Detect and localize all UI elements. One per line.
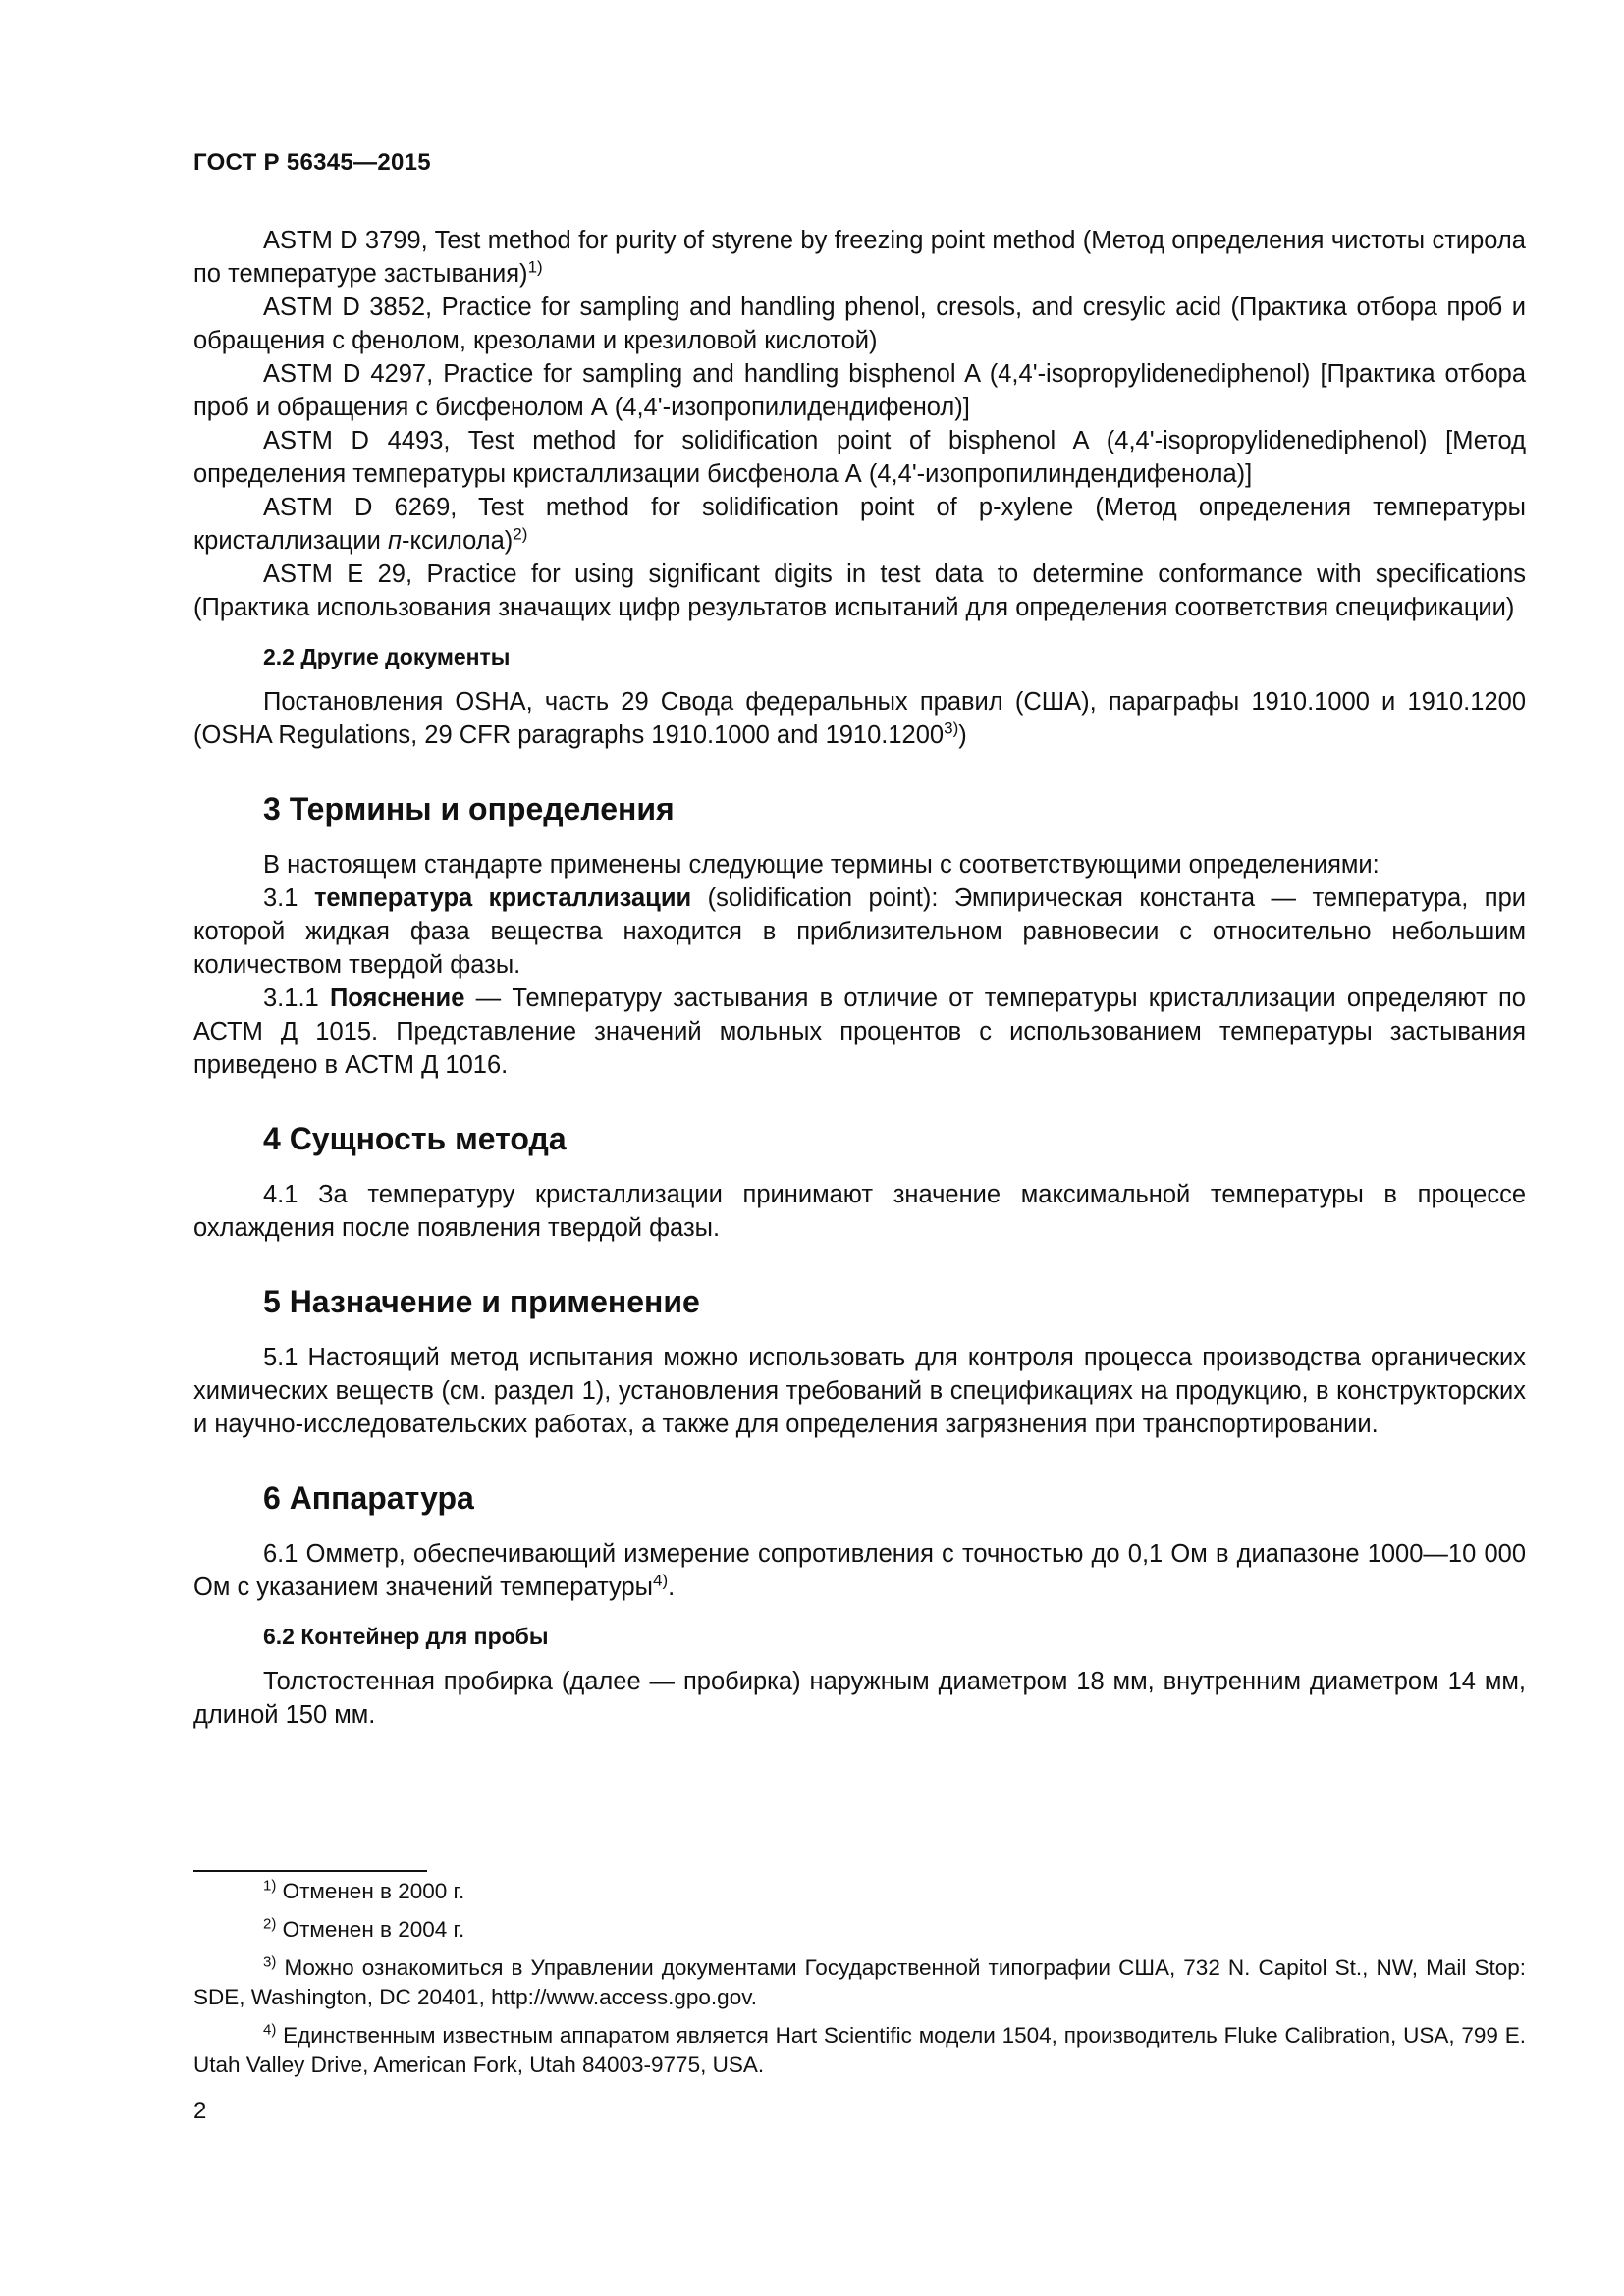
term: температура кристаллизации [313,884,692,912]
footnote-2 [193,1915,1526,1945]
section-4-heading: 4 Сущность метода [263,1121,567,1156]
ref-text: ASTM D 3799, Test method for purity of styrene by freezing point method (Метод определения чистоты стирола по температуре застывания) [193,227,1526,288]
footnote-text: Отменен в 2000 г. [276,1879,465,1903]
footnote-text: Можно ознакомиться в Управлении документами Государственной типографии США, 732 N. Capitol St., NW, Mail Stop: SDE, Washington, DC 20401, http://www.access.gpo.gov. [193,1955,1526,2009]
section-6-1-paragraph [193,1537,1526,1604]
paragraph-text-end: . [668,1574,676,1601]
footnote-3 [193,1953,1526,2012]
footnote-1 [193,1877,1526,1906]
paragraph-text: Постановления OSHA, часть 29 Свода федеральных правил (США), параграфы 1910.1000 и 1910.1200 (OSHA Regulations, 29 CFR paragraphs 1910.1000 and 1910.1200 [193,688,1526,749]
footnotes [193,1877,1526,2089]
section-3-heading: 3 Термины и определения [263,791,675,827]
ref-astm-e29: ASTM E 29, Practice for using significant digits in test data to determine conformance with specifications (Практика использования значащих цифр результатов испытаний для определения соответствия спецификации) [193,561,1526,621]
footnote-mark: 3) [263,1953,277,1971]
definition: (solidification point): Эмпирическая константа — температура, при которой жидкая фаза вещества находится в приблизительном равновесии с относительно небольшим количеством твердой фазы. [193,884,1526,979]
note-label: Пояснение [329,985,465,1012]
ref-italic-letter: п [387,527,403,555]
clause-number: 3.1 [263,884,314,912]
page-number: 2 [193,2098,207,2124]
section-2-2-paragraph [193,685,1526,752]
footnote-text: Отменен в 2004 г. [276,1917,465,1942]
section-4-1-paragraph: 4.1 За температуру кристаллизации принимают значение максимальной температуры в процессе охлаждения после появления твердой фазы. [193,1181,1526,1242]
section-5-1-paragraph: 5.1 Настоящий метод испытания можно использовать для контроля процесса производства органических химических веществ (см. раздел 1), установления требований в спецификациях на продукцию, в конструкторских и научно-исследовательских работах, а также для определения загрязнения при транспортировании. [193,1344,1526,1438]
ref-astm-d4297: ASTM D 4297, Practice for sampling and handling bisphenol A (4,4'-isopropylidenediphenol) [Практика отбора проб и обращения с бисфенолом А (4,4'-изопропилидендифенол)] [193,360,1526,421]
clause-number: 3.1.1 [263,985,330,1012]
footnote-4 [193,2021,1526,2080]
ref-astm-d6269 [193,491,1526,558]
section-5-heading: 5 Назначение и применение [263,1284,700,1319]
section-3-1-1-paragraph [193,982,1526,1082]
paragraph-text: 6.1 Омметр, обеспечивающий измерение сопротивления с точностью до 0,1 Ом в диапазоне 1000—10 000 Ом с указанием значений температуры [193,1540,1526,1601]
ref-text: ASTM D 6269, Test method for solidification point of p-xylene (Метод определения температуры кристаллизации [193,494,1526,555]
section-6-2-heading: 6.2 Контейнер для пробы [263,1624,549,1649]
ref-astm-d3852: ASTM D 3852, Practice for sampling and handling phenol, cresols, and cresylic acid (Практика отбора проб и обращения с фенолом, крезолами и крезиловой кислотой) [193,294,1526,354]
ref-astm-d3799 [193,224,1526,291]
footnote-separator [193,1870,427,1872]
footnote-ref: 2) [513,524,528,544]
section-6-2-paragraph: Толстостенная пробирка (далее — пробирка) наружным диаметром 18 мм, внутренним диаметром 14 мм, длиной 150 мм. [193,1668,1526,1729]
section-6-heading: 6 Аппаратура [263,1480,474,1516]
ref-astm-d4493: ASTM D 4493, Test method for solidification point of bisphenol A (4,4'-isopropylidenediphenol) [Метод определения температуры кристаллизации бисфенола А (4,4'-изопропилиндендифенола)] [193,427,1526,488]
footnote-mark: 2) [263,1915,277,1933]
footnote-mark: 4) [263,2021,277,2039]
section-3-intro: В настоящем стандарте применены следующие термины с соответствующими определениями: [263,851,1380,879]
footnote-mark: 1) [263,1877,277,1895]
footnote-text: Единственным известным аппаратом является Hart Scientific модели 1504, производитель Fluke Calibration, USA, 799 E. Utah Valley Drive, American Fork, Utah 84003-9775, USA. [193,2023,1526,2077]
note-text: — Температуру застывания в отличие от температуры кристаллизации определяют по АСТМ Д 1015. Представление значений мольных процентов с использованием температуры застывания приведено в АСТМ Д 1016. [193,985,1526,1079]
paragraph-text-end: ) [958,721,967,749]
document-code-header: ГОСТ Р 56345—2015 [193,149,431,176]
section-2-2-heading: 2.2 Другие документы [263,644,511,669]
ref-text-end: -ксилола) [402,527,514,555]
footnote-ref: 4) [653,1571,669,1590]
main-content [193,224,1526,1732]
footnote-ref: 1) [527,257,543,277]
section-3-1-paragraph [193,881,1526,982]
footnote-ref: 3) [944,719,959,738]
